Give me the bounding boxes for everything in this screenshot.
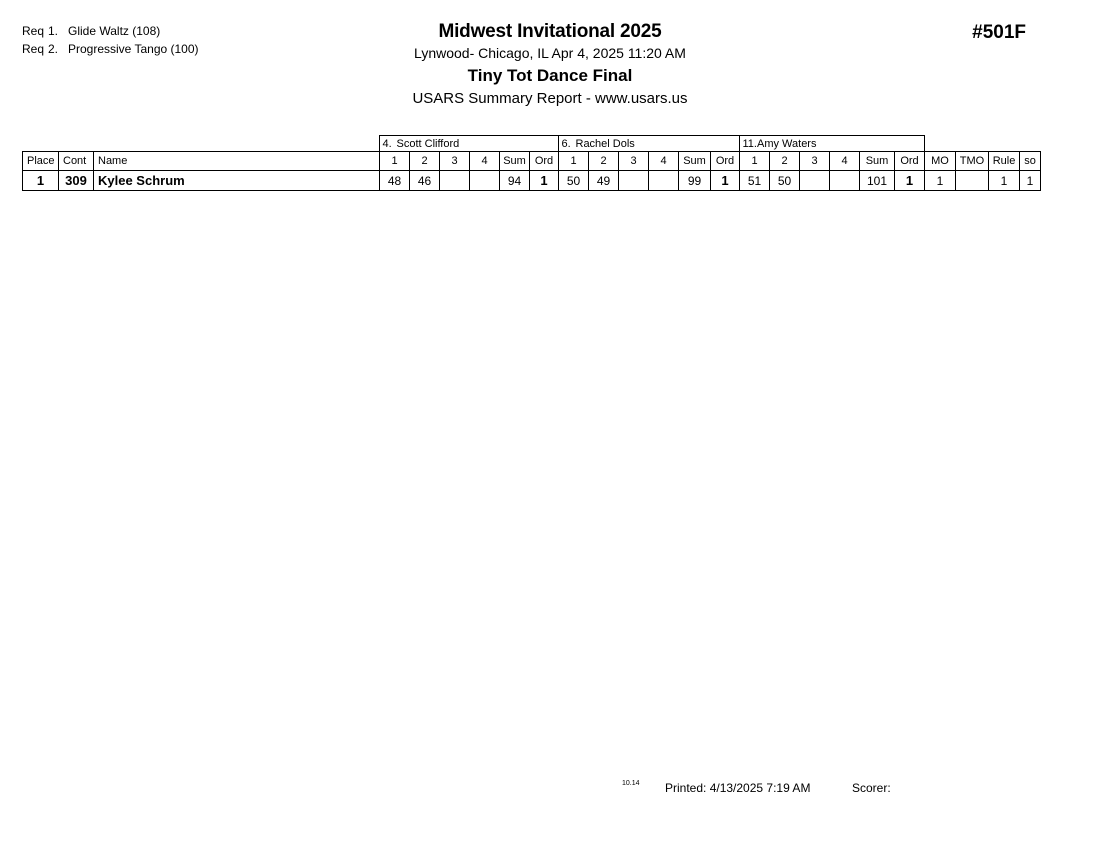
column-header-j2-dance3: 3 (619, 152, 649, 171)
judge-band-spacer (955, 136, 988, 152)
competition-location-date: Lynwood- Chicago, IL Apr 4, 2025 11:20 AM (414, 45, 686, 61)
cell-j3-sum: 101 (860, 171, 895, 191)
cell-so: 1 (1020, 171, 1041, 191)
cell-j2-dance2: 49 (589, 171, 619, 191)
results-sheet (22, 135, 1041, 191)
judge-band-spacer (93, 136, 379, 152)
judge-header-3 (739, 136, 924, 152)
judge-header-1 (379, 136, 558, 152)
column-header-j1-dance1: 1 (380, 152, 410, 171)
column-header-j3-sum: Sum (860, 152, 895, 171)
column-header-j2-dance1: 1 (559, 152, 589, 171)
cell-skater-name: Kylee Schrum (94, 171, 380, 191)
competition-title: Midwest Invitational 2025 (438, 21, 662, 42)
results-table (22, 151, 1041, 191)
column-header-so: so (1020, 152, 1041, 171)
column-header-tmo: TMO (956, 152, 989, 171)
column-header-j1-dance3: 3 (440, 152, 470, 171)
cell-j1-dance3 (440, 171, 470, 191)
column-header-rule: Rule (989, 152, 1020, 171)
requirement-label: Req (22, 24, 45, 38)
cell-mo: 1 (925, 171, 956, 191)
cell-j1-dance2: 46 (410, 171, 440, 191)
judge-name: Amy Waters (756, 137, 817, 150)
column-header-mo: MO (925, 152, 956, 171)
column-header-j3-ord: Ord (895, 152, 925, 171)
scorer-label: Scorer: (852, 781, 891, 795)
judge-band-spacer (924, 136, 955, 152)
judge-band-spacer (58, 136, 93, 152)
cell-j1-ord: 1 (530, 171, 559, 191)
judge-number: 11. (742, 137, 757, 150)
column-header-j1-ord: Ord (530, 152, 559, 171)
judge-header-2 (558, 136, 739, 152)
column-header-j2-ord: Ord (711, 152, 740, 171)
cell-j3-dance4 (830, 171, 860, 191)
cell-j3-ord: 1 (895, 171, 925, 191)
report-title: USARS Summary Report - www.usars.us (412, 90, 688, 107)
column-header-place: Place (23, 152, 59, 171)
requirement-number: 2. (48, 42, 59, 56)
cell-j2-sum: 99 (679, 171, 711, 191)
requirement-number: 1. (48, 24, 59, 38)
version-label: 10.14 (622, 780, 640, 787)
cell-j2-dance3 (619, 171, 649, 191)
column-header-cont: Cont (59, 152, 94, 171)
cell-j2-dance4 (649, 171, 679, 191)
requirement-label: Req (22, 42, 45, 56)
event-title: Tiny Tot Dance Final (467, 66, 633, 85)
judge-band-spacer (1019, 136, 1040, 152)
cell-j1-dance4 (470, 171, 500, 191)
column-header-j3-dance4: 4 (830, 152, 860, 171)
judge-band-spacer (22, 136, 58, 152)
requirement-text: Progressive Tango (100) (68, 42, 199, 56)
cell-j1-dance1: 48 (380, 171, 410, 191)
judge-name: Scott Clifford (396, 137, 460, 150)
event-code: #501F (972, 22, 1026, 43)
cell-j2-dance1: 50 (559, 171, 589, 191)
column-header-j2-dance2: 2 (589, 152, 619, 171)
column-header-j3-dance3: 3 (800, 152, 830, 171)
printed-timestamp: Printed: 4/13/2025 7:19 AM (665, 781, 811, 795)
judge-name-band (22, 135, 1040, 151)
column-header-j2-dance4: 4 (649, 152, 679, 171)
cell-cont: 309 (59, 171, 94, 191)
cell-j3-dance2: 50 (770, 171, 800, 191)
column-header-j3-dance1: 1 (740, 152, 770, 171)
report-header (0, 20, 1100, 110)
results-header-row (23, 152, 1041, 171)
cell-place: 1 (23, 171, 59, 191)
judge-band-spacer (988, 136, 1019, 152)
cell-tmo (956, 171, 989, 191)
column-header-j1-sum: Sum (500, 152, 530, 171)
column-header-j1-dance4: 4 (470, 152, 500, 171)
cell-j3-dance1: 51 (740, 171, 770, 191)
column-header-j1-dance2: 2 (410, 152, 440, 171)
column-header-j2-sum: Sum (679, 152, 711, 171)
cell-rule: 1 (989, 171, 1020, 191)
cell-j1-sum: 94 (500, 171, 530, 191)
cell-j3-dance3 (800, 171, 830, 191)
column-header-name: Name (94, 152, 380, 171)
judge-number: 6. (561, 137, 571, 150)
cell-j2-ord: 1 (711, 171, 740, 191)
requirement-text: Glide Waltz (108) (68, 24, 161, 38)
table-row (23, 171, 1041, 191)
judge-number: 4. (382, 137, 392, 150)
judge-name: Rachel Dols (575, 137, 635, 150)
report-footer (0, 780, 1100, 798)
column-header-j3-dance2: 2 (770, 152, 800, 171)
